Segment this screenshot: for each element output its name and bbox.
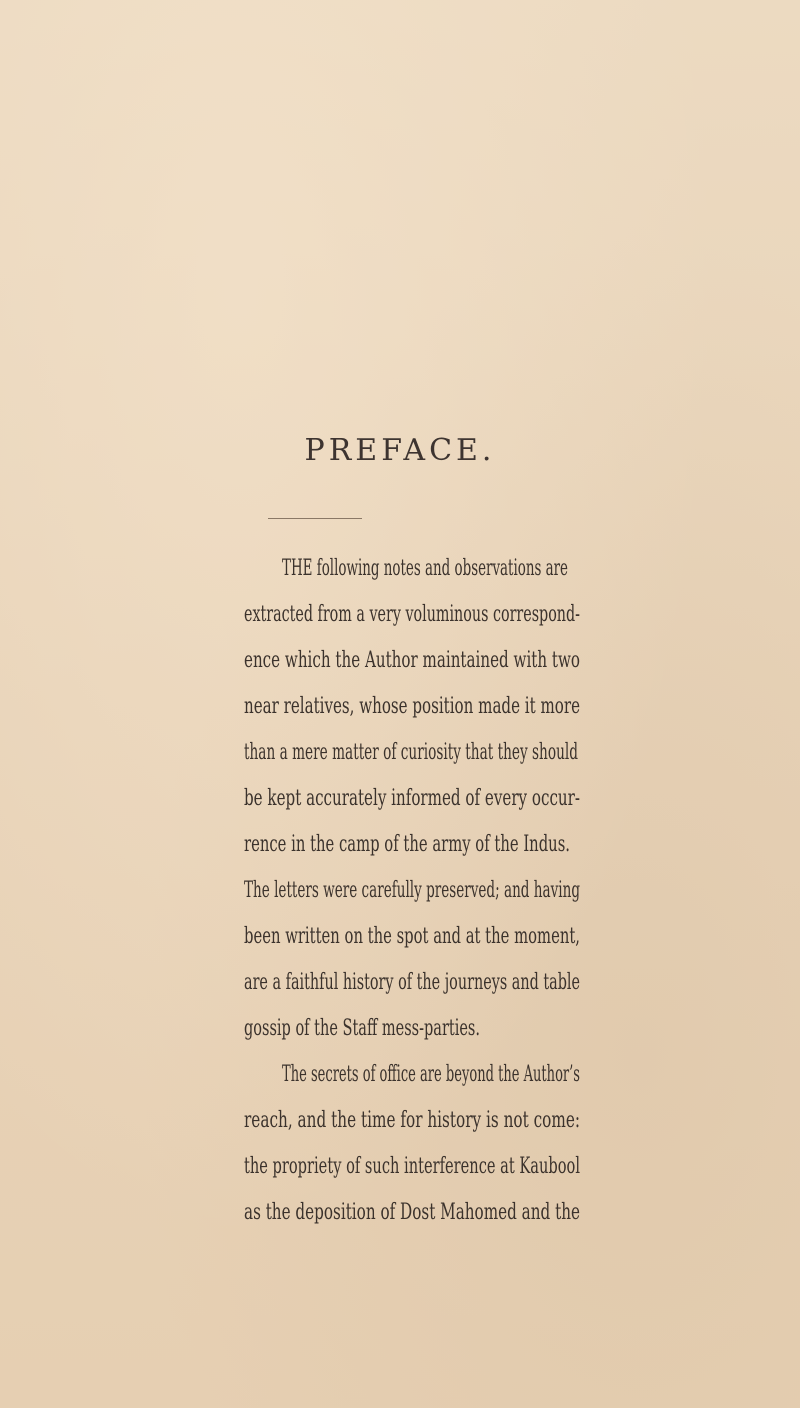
line-text: than a mere matter of curiosity that they should	[244, 740, 578, 765]
title-rule	[268, 518, 362, 519]
text-line	[0, 773, 800, 819]
text-line	[0, 865, 800, 911]
text-line	[0, 1049, 800, 1095]
line-text: near relatives, whose position made it more	[244, 694, 580, 719]
page-title: PREFACE.	[304, 433, 496, 468]
line-text: reach, and the time for history is not come:	[244, 1108, 580, 1133]
line-text: gossip of the Staff mess-parties.	[244, 1016, 480, 1041]
text-line-svg	[0, 543, 800, 589]
line-text: ence which the Author maintained with two	[244, 648, 580, 673]
text-line	[0, 1003, 800, 1049]
line-text: THE following notes and observations are	[282, 556, 568, 581]
text-line	[0, 543, 800, 589]
text-line	[0, 819, 800, 865]
line-text: The secrets of office are beyond the Author’s	[282, 1062, 580, 1087]
line-text: are a faithful history of the journeys and table	[244, 970, 580, 995]
text-line	[0, 589, 800, 635]
line-text: rence in the camp of the army of the Indus.	[244, 832, 570, 857]
text-line	[0, 911, 800, 957]
text-line	[0, 1141, 800, 1187]
text-line	[0, 635, 800, 681]
text-line	[0, 957, 800, 1003]
text-line	[0, 1095, 800, 1141]
text-line	[0, 727, 800, 773]
text-line	[0, 1187, 800, 1233]
line-text: The letters were carefully preserved; and having	[244, 878, 580, 903]
text-line	[0, 681, 800, 727]
line-text: as the deposition of Dost Mahomed and the	[244, 1200, 580, 1225]
line-text: the propriety of such interference at Kaubool	[244, 1154, 580, 1179]
line-text: be kept accurately informed of every occur-	[244, 786, 580, 811]
line-text: extracted from a very voluminous correspond-	[244, 602, 580, 627]
line-text: been written on the spot and at the moment,	[244, 924, 580, 949]
